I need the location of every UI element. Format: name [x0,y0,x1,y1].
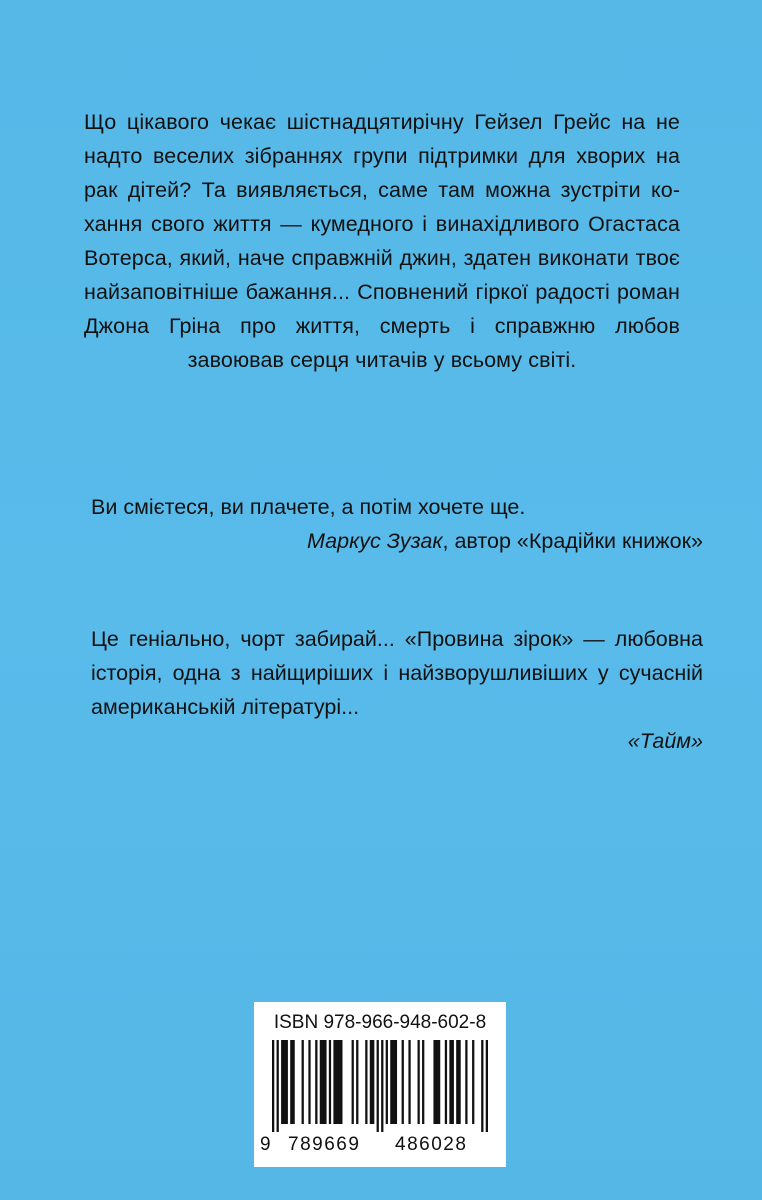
isbn-label: ISBN 978-966-948-602-8 [273,1012,487,1033]
barcode-bar [302,1040,304,1124]
barcode-bar [390,1040,397,1124]
barcode-guard-bar [486,1040,488,1132]
review-quote-time [91,622,703,758]
quote-source: «Тайм» [627,729,703,753]
barcode-guard-bar [377,1040,379,1132]
barcode-guard-bar [277,1040,279,1132]
barcode-bar [465,1040,467,1124]
barcode-bar [356,1040,358,1124]
isbn-barcode [254,1002,506,1167]
barcode-bar [456,1040,461,1124]
barcode-digit-lead: 9 [260,1134,271,1155]
barcode-bar [320,1040,327,1124]
barcode-bar [365,1040,367,1124]
quote-attribution [91,524,703,558]
quote-attribution [91,724,703,758]
barcode-bar [418,1040,420,1124]
barcode-guard-bar [481,1040,483,1132]
review-quote-zusak [91,490,703,558]
barcode-bar [315,1040,317,1124]
barcode-bar [329,1040,331,1124]
barcode-bar [408,1040,410,1124]
barcode-bar [333,1040,342,1124]
barcode-digits [254,1133,506,1157]
barcode-guard-bar [272,1040,274,1132]
barcode-bar [352,1040,354,1124]
barcode-bar [449,1040,454,1124]
barcode-bars [272,1040,488,1132]
barcode-bar [402,1040,404,1124]
barcode-bar [281,1040,288,1124]
barcode-guard-bar [381,1040,383,1132]
barcode-bar [290,1040,295,1124]
barcode-bar [422,1040,424,1124]
barcode-bar [433,1040,440,1124]
barcode-digits-left: 789669 [288,1134,361,1155]
quote-text: Ви смієтеся, ви плачете, а потім хочете ще. [91,495,526,519]
book-description: Що цікавого чекає шістнадцятирічну Гейзел Грейс на не надто веселих зібраннях групи підтримки для хворих на рак дітей? Та виявляється, саме там можна зустріти кохання свого життя — кумедного і винахідливого Огастаса Вотерса, який, наче справжній джин, здатен виконати твоє найзаповітніше бажання... Сповнений гіркої радості роман Джона Гріна про життя, смерть і справжню любов завоював серця читачів у всьому світі. [84,110,680,372]
barcode-bar [370,1040,375,1124]
quote-text: Це геніально, чорт забирай... «Провина зірок» — любовна історія, одна з найщиріших і найзворушливіших у сучасній американській літературі... [91,627,703,719]
quote-author: Маркус Зузак [307,529,443,553]
quote-author-detail: , автор «Крадійки книжок» [442,529,703,553]
barcode-bar [472,1040,474,1124]
barcode-bar [308,1040,310,1124]
barcode-digits-right: 486028 [395,1134,468,1155]
barcode-bar [445,1040,447,1124]
barcode-bar [386,1040,388,1124]
